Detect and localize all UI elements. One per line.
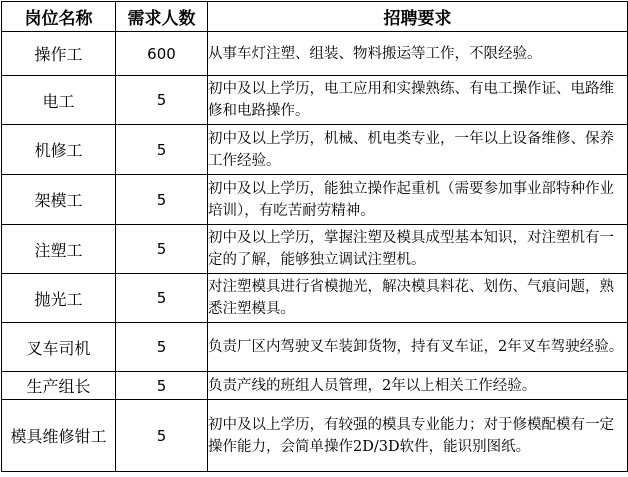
table-row	[2, 323, 628, 372]
requirements-cell: 初中及以上学历，有较强的模具专业能力；对于修模配模有一定操作能力，会简单操作2D/3D软件，能识别图纸。	[208, 400, 628, 472]
table-row	[2, 274, 628, 323]
header-row	[2, 2, 628, 32]
count-cell: 5	[116, 125, 208, 175]
table-row	[2, 225, 628, 274]
header-requirements: 招聘要求	[208, 2, 628, 32]
position-cell: 叉车司机	[2, 323, 116, 372]
count-cell: 5	[116, 400, 208, 472]
position-cell: 电工	[2, 76, 116, 125]
header-position: 岗位名称	[2, 2, 116, 32]
count-cell: 5	[116, 76, 208, 125]
count-cell: 5	[116, 274, 208, 323]
header-count: 需求人数	[116, 2, 208, 32]
requirements-cell: 初中及以上学历，机械、机电类专业，一年以上设备维修、保养工作经验。	[208, 125, 628, 175]
position-cell: 模具维修钳工	[2, 400, 116, 472]
table-row	[2, 175, 628, 225]
table-row	[2, 76, 628, 125]
table-row	[2, 125, 628, 175]
count-cell: 600	[116, 32, 208, 76]
position-cell: 注塑工	[2, 225, 116, 274]
table-row	[2, 32, 628, 76]
requirements-cell: 对注塑模具进行省模抛光，解决模具料花、划伤、气痕问题，熟悉注塑模具。	[208, 274, 628, 323]
requirements-cell: 负责产线的班组人员管理，2年以上相关工作经验。	[208, 372, 628, 400]
requirements-cell: 初中及以上学历，电工应用和实操熟练、有电工操作证、电路维修和电路操作。	[208, 76, 628, 125]
requirements-cell: 从事车灯注塑、组装、物料搬运等工作，不限经验。	[208, 32, 628, 76]
count-cell: 5	[116, 225, 208, 274]
requirements-cell: 负责厂区内驾驶叉车装卸货物，持有叉车证，2年叉车驾驶经验。	[208, 323, 628, 372]
position-cell: 生产组长	[2, 372, 116, 400]
requirements-cell: 初中及以上学历，掌握注塑及模具成型基本知识，对注塑机有一定的了解，能够独立调试注塑机。	[208, 225, 628, 274]
position-cell: 操作工	[2, 32, 116, 76]
count-cell: 5	[116, 323, 208, 372]
position-cell: 架模工	[2, 175, 116, 225]
position-cell: 机修工	[2, 125, 116, 175]
recruitment-table	[1, 1, 628, 472]
requirements-cell: 初中及以上学历，能独立操作起重机（需要参加事业部特种作业培训），有吃苦耐劳精神。	[208, 175, 628, 225]
table-row	[2, 372, 628, 400]
count-cell: 5	[116, 175, 208, 225]
count-cell: 5	[116, 372, 208, 400]
table-row	[2, 400, 628, 472]
position-cell: 抛光工	[2, 274, 116, 323]
